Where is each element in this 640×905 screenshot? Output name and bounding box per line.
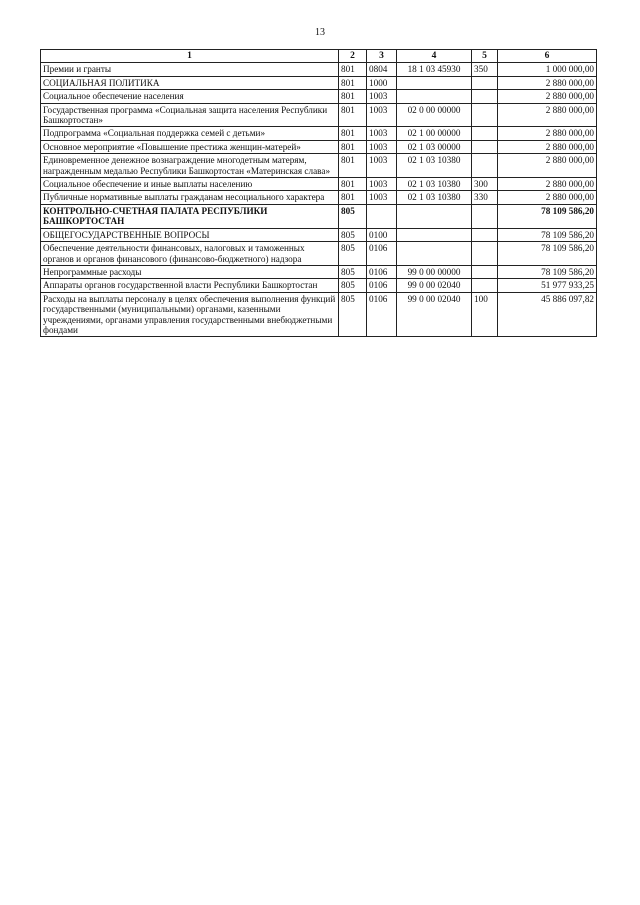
cell-expense-type: 300: [472, 178, 498, 191]
cell-amount: 78 109 586,20: [498, 242, 597, 266]
cell-name: Государственная программа «Социальная защита населения Республики Башкортостан»: [41, 103, 339, 127]
cell-amount: 2 880 000,00: [498, 127, 597, 140]
cell-amount: 51 977 933,25: [498, 279, 597, 292]
cell-name: Подпрограмма «Социальная поддержка семей с детьми»: [41, 127, 339, 140]
cell-target-code: 02 1 03 10380: [397, 191, 472, 204]
cell-section-code: 1003: [367, 178, 397, 191]
cell-chapter-code: 801: [339, 127, 367, 140]
cell-chapter-code: 801: [339, 154, 367, 178]
cell-amount: 1 000 000,00: [498, 63, 597, 76]
table-row: [41, 154, 597, 178]
table-row: [41, 127, 597, 140]
cell-expense-type: [472, 228, 498, 241]
cell-chapter-code: 805: [339, 228, 367, 241]
cell-expense-type: [472, 279, 498, 292]
cell-chapter-code: 805: [339, 265, 367, 278]
header-col-1: 1: [41, 50, 339, 63]
cell-target-code: [397, 76, 472, 89]
cell-expense-type: [472, 154, 498, 178]
cell-target-code: [397, 228, 472, 241]
cell-name: Аппараты органов государственной власти Республики Башкортостан: [41, 279, 339, 292]
cell-amount: 2 880 000,00: [498, 191, 597, 204]
cell-section-code: 0106: [367, 279, 397, 292]
header-col-6: 6: [498, 50, 597, 63]
table-row: [41, 103, 597, 127]
cell-amount: 2 880 000,00: [498, 90, 597, 103]
table-row: [41, 178, 597, 191]
cell-amount: 2 880 000,00: [498, 140, 597, 153]
table-row: [41, 292, 597, 337]
cell-section-code: [367, 204, 397, 228]
cell-chapter-code: 801: [339, 103, 367, 127]
cell-amount: 78 109 586,20: [498, 228, 597, 241]
cell-target-code: 99 0 00 02040: [397, 279, 472, 292]
cell-section-code: 1003: [367, 140, 397, 153]
cell-target-code: 99 0 00 02040: [397, 292, 472, 337]
cell-chapter-code: 801: [339, 178, 367, 191]
page-number: 13: [315, 27, 325, 38]
table-row: [41, 204, 597, 228]
table-body: [41, 63, 597, 337]
cell-chapter-code: 801: [339, 63, 367, 76]
cell-amount: 2 880 000,00: [498, 178, 597, 191]
cell-name: Обеспечение деятельности финансовых, налоговых и таможенных органов и органов финансового (финансово-бюджетного) надзора: [41, 242, 339, 266]
cell-expense-type: 100: [472, 292, 498, 337]
cell-amount: 45 886 097,82: [498, 292, 597, 337]
cell-expense-type: [472, 265, 498, 278]
cell-amount: 2 880 000,00: [498, 76, 597, 89]
cell-chapter-code: 805: [339, 279, 367, 292]
cell-name: Социальное обеспечение и иные выплаты населению: [41, 178, 339, 191]
cell-amount: 2 880 000,00: [498, 154, 597, 178]
cell-amount: 78 109 586,20: [498, 204, 597, 228]
cell-section-code: 0100: [367, 228, 397, 241]
cell-section-code: 1003: [367, 191, 397, 204]
header-col-3: 3: [367, 50, 397, 63]
cell-section-code: 0106: [367, 242, 397, 266]
cell-section-code: 1003: [367, 90, 397, 103]
cell-target-code: 02 1 03 10380: [397, 178, 472, 191]
cell-target-code: 18 1 03 45930: [397, 63, 472, 76]
cell-target-code: 99 0 00 00000: [397, 265, 472, 278]
table-header-row: [41, 50, 597, 63]
cell-target-code: 02 0 00 00000: [397, 103, 472, 127]
cell-name: Единовременное денежное вознаграждение многодетным матерям, награжденным медалью Республики Башкортостан «Материнская слава»: [41, 154, 339, 178]
cell-section-code: 0106: [367, 265, 397, 278]
cell-section-code: 0804: [367, 63, 397, 76]
cell-expense-type: [472, 90, 498, 103]
cell-section-code: 0106: [367, 292, 397, 337]
header-col-2: 2: [339, 50, 367, 63]
cell-name: Социальное обеспечение населения: [41, 90, 339, 103]
cell-amount: 2 880 000,00: [498, 103, 597, 127]
cell-expense-type: [472, 242, 498, 266]
table-row: [41, 140, 597, 153]
cell-chapter-code: 805: [339, 292, 367, 337]
cell-amount: 78 109 586,20: [498, 265, 597, 278]
cell-name: Основное мероприятие «Повышение престижа женщин-матерей»: [41, 140, 339, 153]
cell-section-code: 1003: [367, 103, 397, 127]
cell-name: ОБЩЕГОСУДАРСТВЕННЫЕ ВОПРОСЫ: [41, 228, 339, 241]
cell-section-code: 1003: [367, 154, 397, 178]
cell-chapter-code: 805: [339, 204, 367, 228]
cell-expense-type: 330: [472, 191, 498, 204]
table-row: [41, 265, 597, 278]
budget-table: [40, 49, 597, 337]
cell-name: КОНТРОЛЬНО-СЧЕТНАЯ ПАЛАТА РЕСПУБЛИКИ БАШКОРТОСТАН: [41, 204, 339, 228]
table-row: [41, 63, 597, 76]
cell-expense-type: [472, 140, 498, 153]
cell-chapter-code: 801: [339, 140, 367, 153]
cell-section-code: 1000: [367, 76, 397, 89]
cell-target-code: 02 1 03 00000: [397, 140, 472, 153]
cell-name: Расходы на выплаты персоналу в целях обеспечения выполнения функций государственными (муниципальными) органами, казенными учреждениями, органами управления государственными внебюджетными фондами: [41, 292, 339, 337]
cell-expense-type: [472, 127, 498, 140]
table-row: [41, 279, 597, 292]
cell-target-code: 02 1 00 00000: [397, 127, 472, 140]
cell-expense-type: [472, 103, 498, 127]
cell-section-code: 1003: [367, 127, 397, 140]
cell-target-code: [397, 242, 472, 266]
cell-expense-type: [472, 76, 498, 89]
cell-name: Непрограммные расходы: [41, 265, 339, 278]
cell-expense-type: [472, 204, 498, 228]
cell-target-code: [397, 204, 472, 228]
table-row: [41, 90, 597, 103]
table-row: [41, 242, 597, 266]
table-row: [41, 76, 597, 89]
cell-expense-type: 350: [472, 63, 498, 76]
header-col-4: 4: [397, 50, 472, 63]
cell-chapter-code: 801: [339, 90, 367, 103]
cell-target-code: 02 1 03 10380: [397, 154, 472, 178]
table-row: [41, 228, 597, 241]
cell-name: СОЦИАЛЬНАЯ ПОЛИТИКА: [41, 76, 339, 89]
cell-name: Публичные нормативные выплаты гражданам несоциального характера: [41, 191, 339, 204]
header-col-5: 5: [472, 50, 498, 63]
cell-target-code: [397, 90, 472, 103]
cell-chapter-code: 801: [339, 76, 367, 89]
table-row: [41, 191, 597, 204]
cell-name: Премии и гранты: [41, 63, 339, 76]
cell-chapter-code: 805: [339, 242, 367, 266]
cell-chapter-code: 801: [339, 191, 367, 204]
